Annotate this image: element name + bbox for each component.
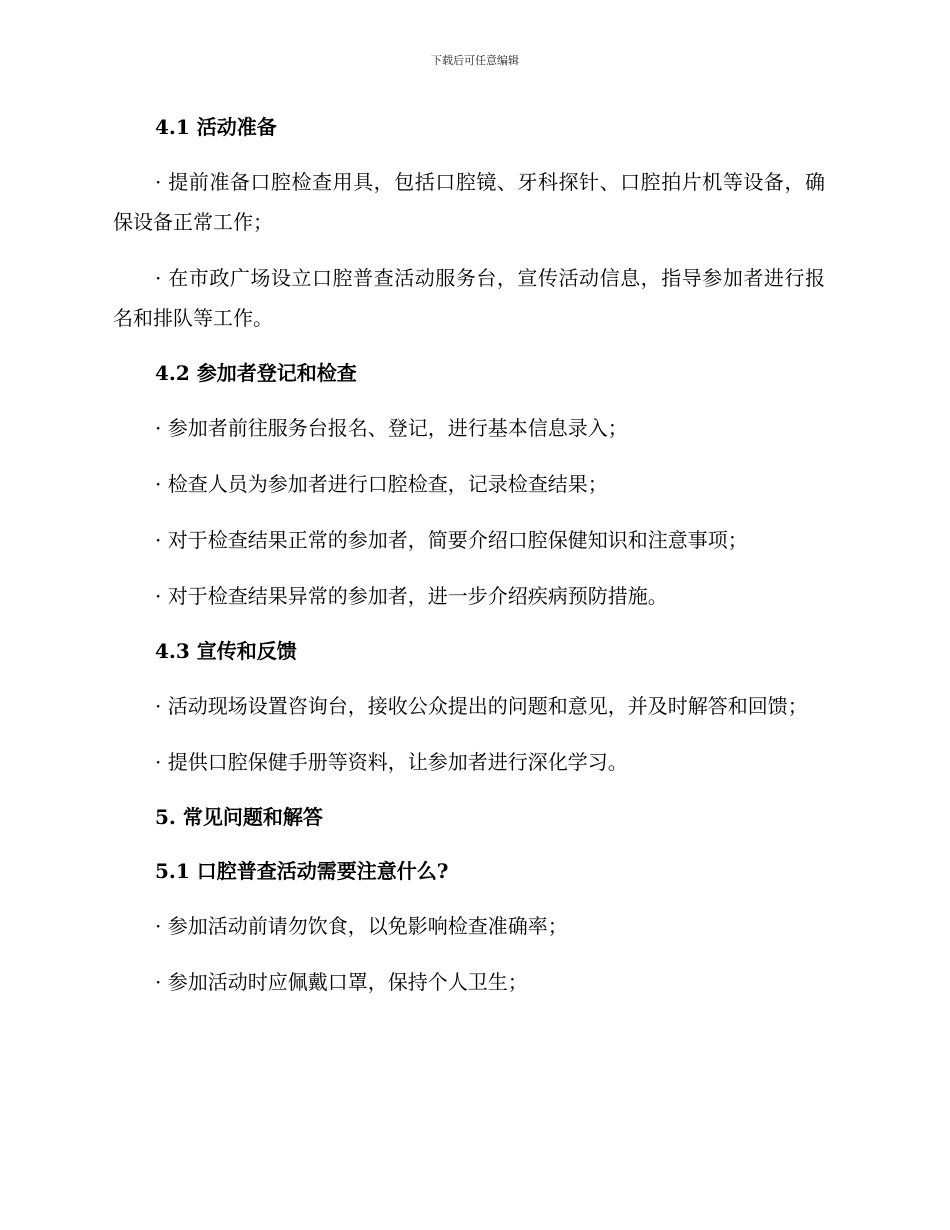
- paragraph: · 提供口腔保健手册等资料，让参加者进行深化学习。: [155, 750, 628, 774]
- paragraph: · 参加活动时应佩戴口罩，保持个人卫生；: [155, 970, 528, 994]
- section-heading-4-1: 4.1 活动准备: [155, 115, 277, 139]
- paragraph: · 提前准备口腔检查用具，包括口腔镜、牙科探针、口腔拍片机等设备，确保设备正常工作；: [113, 170, 825, 234]
- paragraph: · 对于检查结果正常的参加者，简要介绍口腔保健知识和注意事项；: [155, 528, 748, 552]
- section-heading-4-3: 4.3 宣传和反馈: [155, 639, 297, 663]
- paragraph: · 活动现场设置咨询台，接收公众提出的问题和意见，并及时解答和回馈；: [155, 694, 808, 718]
- paragraph: · 参加者前往服务台报名、登记，进行基本信息录入；: [155, 416, 628, 440]
- section-heading-5: 5. 常见问题和解答: [155, 805, 323, 829]
- paragraph: · 检查人员为参加者进行口腔检查，记录检查结果；: [155, 472, 608, 496]
- paragraph: · 参加活动前请勿饮食，以免影响检查准确率；: [155, 914, 568, 938]
- paragraph: · 对于检查结果异常的参加者，进一步介绍疾病预防措施。: [155, 584, 668, 608]
- document-body: [113, 108, 825, 1018]
- section-heading-5-1: 5.1 口腔普查活动需要注意什么?: [155, 859, 449, 883]
- header-note: 下载后可任意编辑: [431, 54, 519, 67]
- paragraph: · 在市政广场设立口腔普查活动服务台，宣传活动信息，指导参加者进行报名和排队等工作。: [113, 266, 825, 330]
- section-heading-4-2: 4.2 参加者登记和检查: [155, 361, 357, 385]
